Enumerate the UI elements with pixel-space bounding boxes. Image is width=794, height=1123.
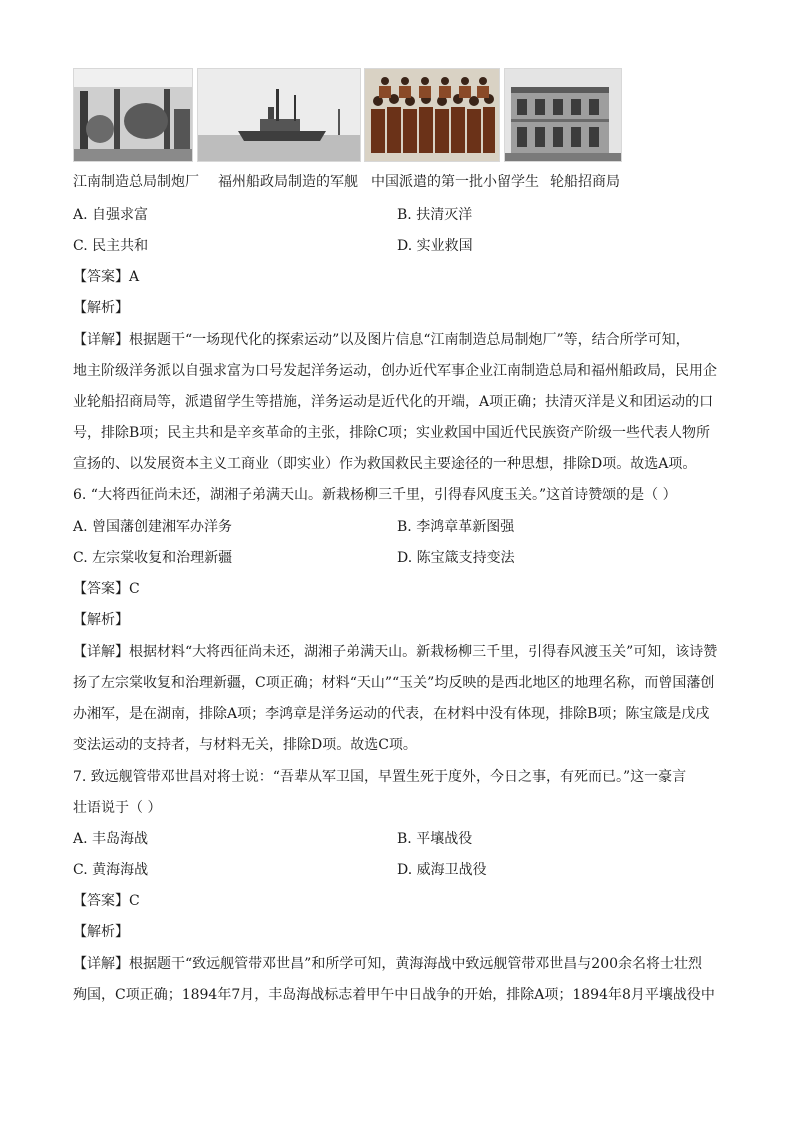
q6-analysis-label: 【解析】 xyxy=(73,612,129,628)
q6-option-c: C. 左宗棠收复和治理新疆 xyxy=(73,550,233,566)
q7-option-b: B. 平壤战役 xyxy=(397,831,473,847)
q6-option-a: A. 曾国藩创建湘军办洋务 xyxy=(73,519,233,535)
q5-detail-line: 地主阶级洋务派以自强求富为口号发起洋务运动，创办近代军事企业江南制造总局和福州船政局，民用企 xyxy=(73,363,717,379)
q5-option-a: A. 自强求富 xyxy=(73,207,149,223)
students-image xyxy=(365,69,499,161)
q7-stem-line: 7. 致远舰管带邓世昌对将士说：“吾辈从军卫国，早置生死于度外，今日之事，有死而已。”这一豪言 xyxy=(73,769,687,785)
q7-detail-line: 【详解】根据题干“致远舰管带邓世昌”和所学可知，黄海海战中致远舰管带邓世昌与200余名将士壮烈 xyxy=(73,956,703,972)
q6-option-d: D. 陈宝箴支持变法 xyxy=(397,550,515,566)
q5-option-b: B. 扶清灭洋 xyxy=(397,207,473,223)
q5-option-c: C. 民主共和 xyxy=(73,238,149,254)
q6-detail-line: 办湘军，是在湖南，排除A项；李鸿章是洋务运动的代表，在材料中没有体现，排除B项；陈宝箴是戊戌 xyxy=(73,706,710,722)
factory-image xyxy=(74,69,192,161)
q7-option-d: D. 威海卫战役 xyxy=(397,862,487,878)
q7-option-a: A. 丰岛海战 xyxy=(73,831,149,847)
q5-detail-line: 【详解】根据题干“一场现代化的探索运动”以及图片信息“江南制造总局制炮厂”等，结合所学可知， xyxy=(73,332,690,348)
q6-detail-line: 【详解】根据材料“大将西征尚未还，湖湘子弟满天山。新栽杨柳三千里，引得春风渡玉关”可知，该诗赞 xyxy=(73,644,718,660)
q6-option-b: B. 李鸿章革新图强 xyxy=(397,519,515,535)
caption-jiangnan: 江南制造总局制炮厂 xyxy=(73,174,199,190)
q7-analysis-label: 【解析】 xyxy=(73,924,129,940)
photo-fuzhou-warship xyxy=(197,68,361,162)
photo-merchants-bureau xyxy=(504,68,622,162)
caption-fuzhou: 福州船政局制造的军舰 xyxy=(218,174,358,190)
q5-option-d: D. 实业救国 xyxy=(397,238,473,254)
q6-detail-line: 扬了左宗棠收复和治理新疆，C项正确；材料“天山”“玉关”均反映的是西北地区的地理名称，而曾国藩创 xyxy=(73,675,715,691)
q7-answer: 【答案】C xyxy=(73,893,140,909)
q7-stem-line: 壮语说于（ ） xyxy=(73,800,162,816)
q5-detail-line: 业轮船招商局等，派遣留学生等措施，洋务运动是近代化的开端，A项正确；扶清灭洋是义和团运动的口 xyxy=(73,394,714,410)
q7-detail-line: 殉国，C项正确；1894年7月，丰岛海战标志着甲午中日战争的开始，排除A项；1894年8月平壤战役中 xyxy=(73,987,715,1003)
q6-detail-line: 变法运动的支持者，与材料无关，排除D项。故选C项。 xyxy=(73,737,417,753)
q5-analysis-label: 【解析】 xyxy=(73,300,129,316)
q6-answer: 【答案】C xyxy=(73,581,140,597)
q6-stem: 6. “大将西征尚未还，湖湘子弟满天山。新栽杨柳三千里，引得春风度玉关。”这首诗赞颂的是（ ） xyxy=(73,487,677,503)
q7-option-c: C. 黄海海战 xyxy=(73,862,149,878)
photo-jiangnan-arsenal xyxy=(73,68,193,162)
building-image xyxy=(505,69,621,161)
q5-detail-line: 号，排除B项；民主共和是辛亥革命的主张，排除C项；实业救国中国近代民族资产阶级一些代表人物所 xyxy=(73,425,710,441)
caption-students: 中国派遣的第一批小留学生 xyxy=(371,174,539,190)
warship-image xyxy=(198,69,360,161)
q5-detail-line: 宣扬的、以发展资本主义工商业（即实业）作为救国救民主要途径的一种思想，排除D项。故选A项。 xyxy=(73,456,697,472)
q5-answer: 【答案】A xyxy=(73,269,140,285)
photo-students xyxy=(364,68,500,162)
caption-merchants: 轮船招商局 xyxy=(550,174,620,190)
